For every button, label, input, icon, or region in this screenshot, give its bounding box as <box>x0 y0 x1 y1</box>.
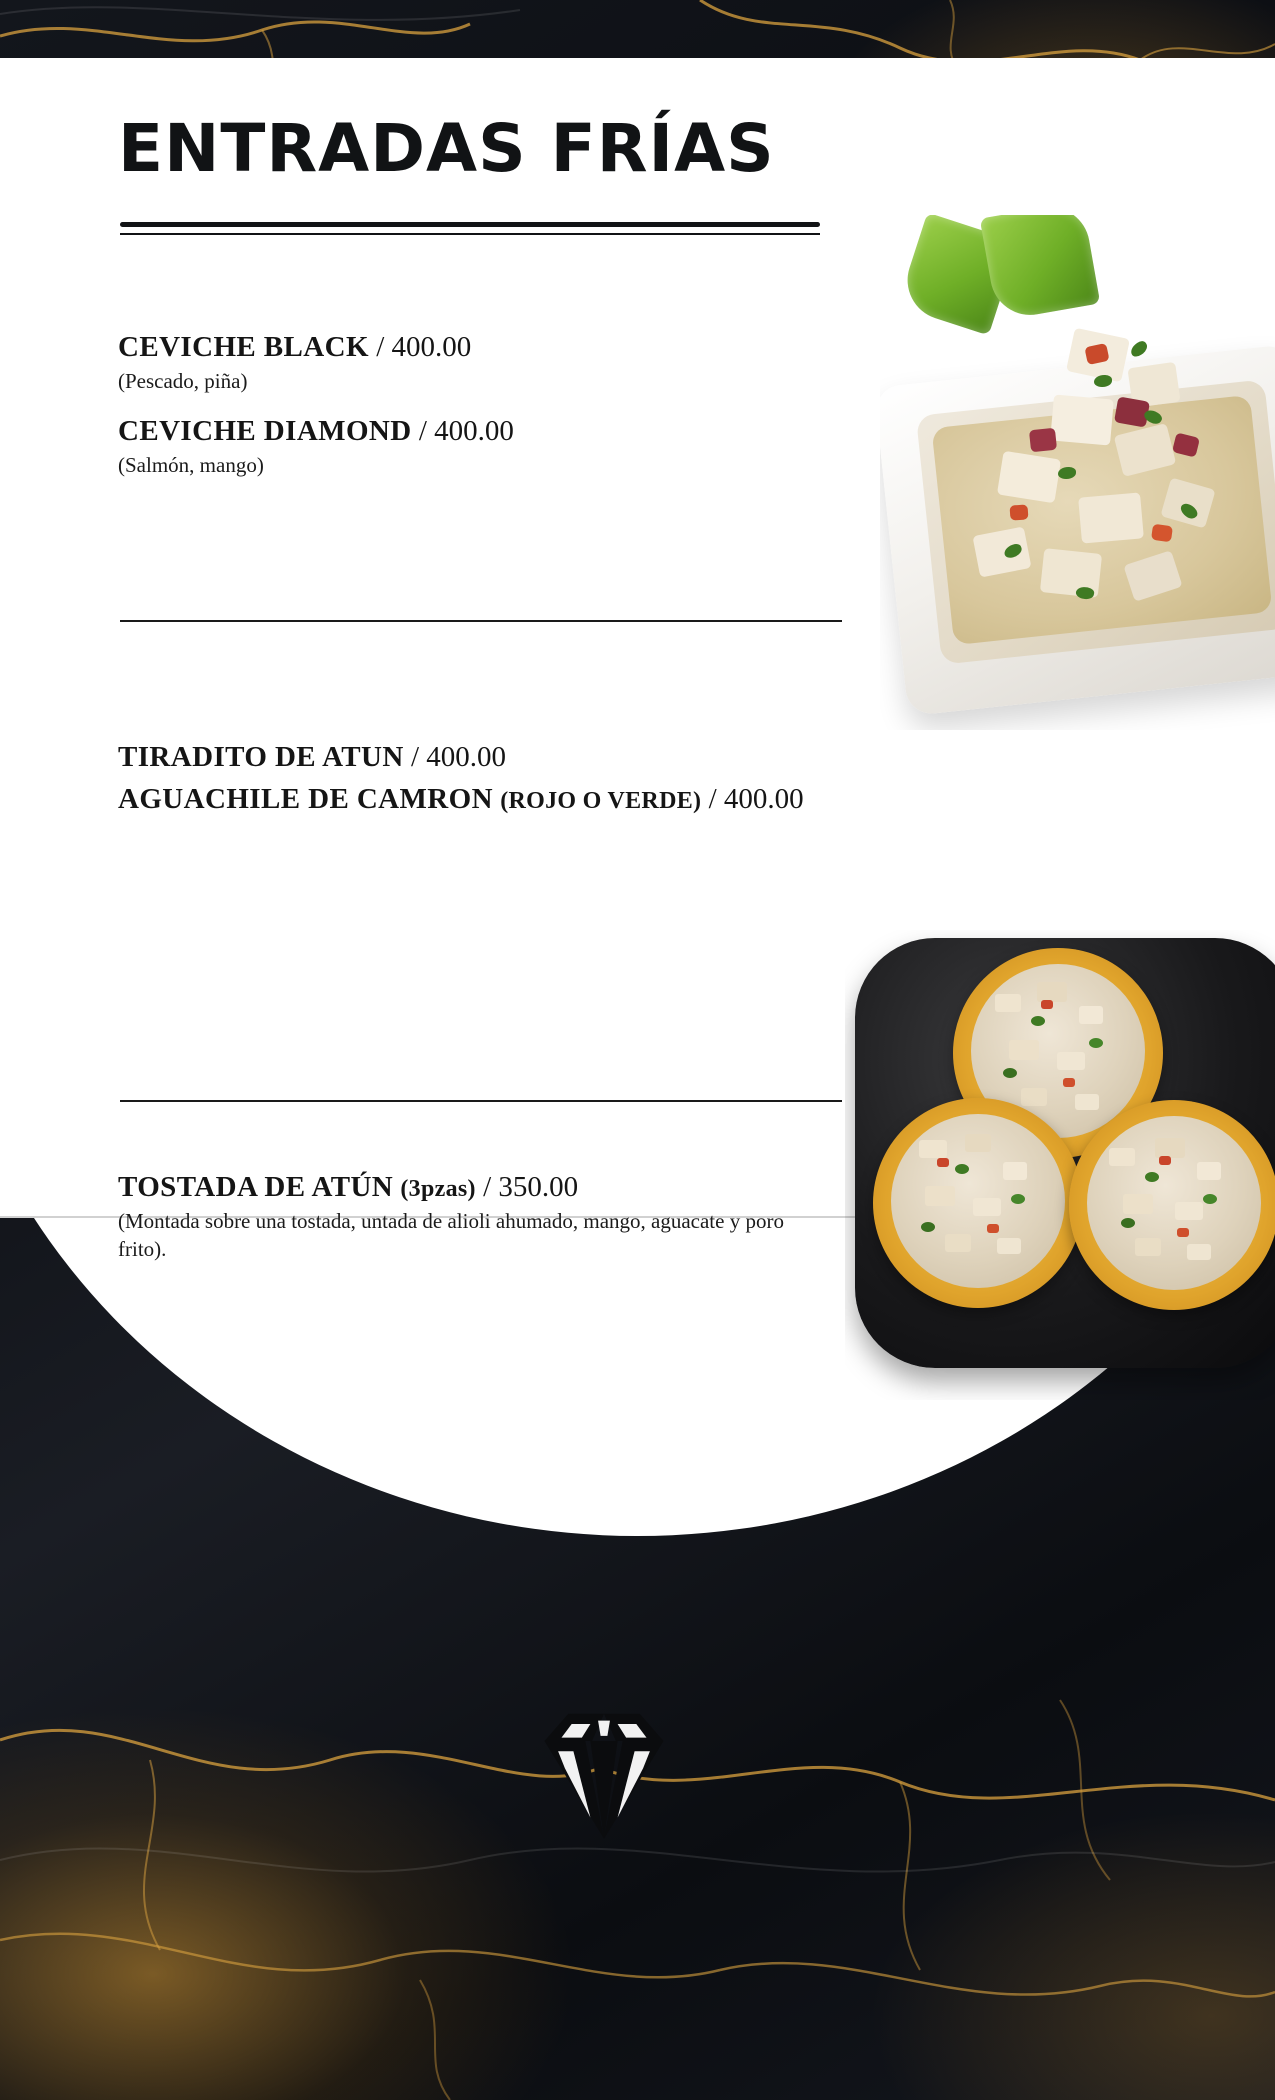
menu-item <box>118 740 848 776</box>
item-description: (Salmón, mango) <box>118 452 264 477</box>
menu-item <box>118 1170 848 1263</box>
tostadas-photo <box>845 930 1275 1400</box>
menu-section-tostadas <box>118 1170 848 1281</box>
menu-item <box>118 330 848 396</box>
item-name: CEVICHE DIAMOND <box>118 414 412 447</box>
page-title: ENTRADAS FRÍAS <box>118 110 775 187</box>
menu-section-ceviches <box>118 330 848 497</box>
item-price: / 400.00 <box>708 782 804 815</box>
item-qualifier: (3pzas) <box>400 1176 476 1202</box>
item-price: / 400.00 <box>410 741 507 773</box>
item-name: TIRADITO DE ATUN <box>118 741 404 773</box>
item-name: TOSTADA DE ATÚN <box>118 1171 394 1203</box>
item-description: (Pescado, piña) <box>118 368 248 393</box>
item-price: / 400.00 <box>418 414 514 447</box>
title-rule-thin <box>120 233 820 235</box>
diamond-logo <box>519 1690 689 1860</box>
item-name: AGUACHILE DE CAMRON <box>118 782 493 815</box>
item-qualifier: (ROJO O VERDE) <box>500 787 702 814</box>
menu-section-tiraditos <box>118 740 848 824</box>
section-separator <box>120 620 842 622</box>
ceviche-photo <box>880 215 1275 730</box>
menu-item <box>118 782 848 818</box>
item-name: CEVICHE BLACK <box>118 331 369 363</box>
menu-item <box>118 414 848 480</box>
title-rule-thick <box>120 222 820 227</box>
item-description: (Montada sobre una tostada, untada de alioli ahumado, mango, aguacate y poro frito). <box>118 1208 784 1261</box>
item-price: / 350.00 <box>483 1171 579 1203</box>
item-price: / 400.00 <box>376 331 472 363</box>
section-separator <box>120 1100 842 1102</box>
